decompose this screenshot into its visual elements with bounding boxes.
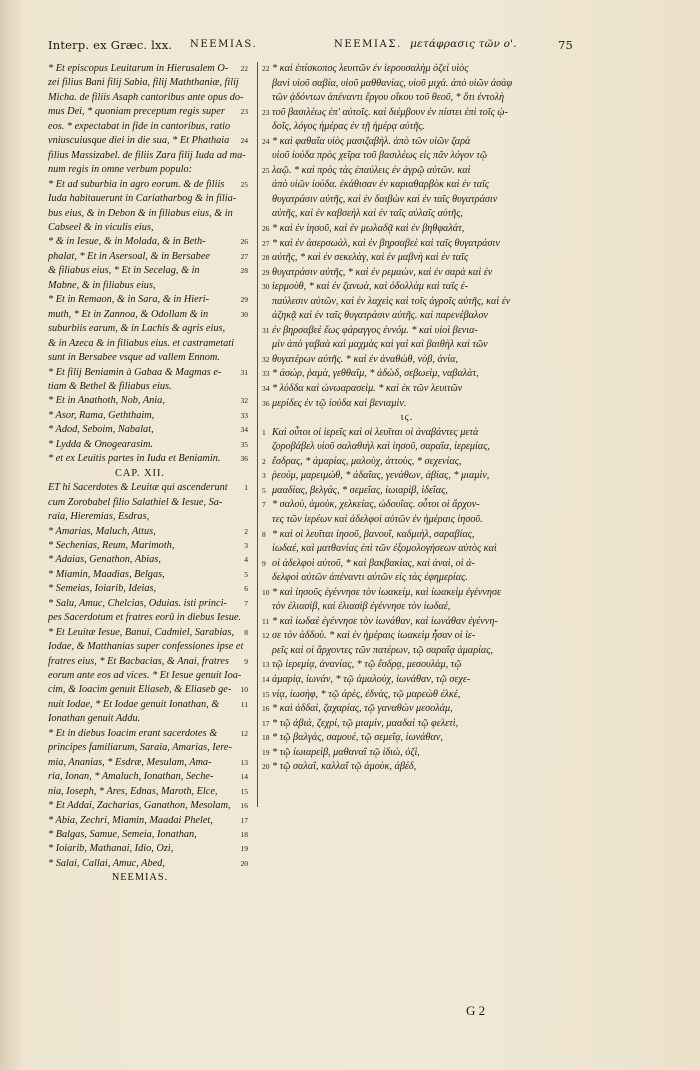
text-line [48, 785, 248, 799]
verse-number: 26 [240, 237, 248, 247]
text-line [48, 525, 248, 539]
verse-number: 11 [240, 699, 248, 709]
line-text: * et ex Leuitis partes in Iuda et Beniamin. [48, 453, 221, 465]
text-line [48, 149, 248, 163]
verse-number: 7 [244, 598, 248, 608]
line-text: * σαλοὺ, ἀμοὺκ, χελκείας, ὠδουΐας. οὗτοι οἱ ἄρχον- [272, 499, 480, 511]
line-text: * λύδδα καὶ ὠνωαρασεὶμ. * καὶ ἐκ τῶν λευιτῶν [272, 383, 463, 395]
line-text: * καὶ φαθαΐα υἱὸς μασιζαβὴλ. ἀπὸ τῶν υἱῶν ζαρὰ [272, 135, 471, 147]
text-line [48, 611, 248, 625]
line-text: filius Massizabel. de filiis Zara filij Iuda ad ma- [48, 149, 246, 161]
column-divider [257, 62, 258, 807]
text-line [48, 626, 248, 640]
verse-number: 33 [262, 369, 270, 379]
line-text: CAP. XII. [115, 467, 165, 479]
verse-number: 27 [240, 251, 248, 261]
verse-number: 22 [262, 64, 270, 73]
text-line [48, 683, 248, 697]
line-text: τῷ ἱερεμίᾳ, ἀνανίας, * τῷ ἔσδρᾳ, μεσουλὰμ, τῷ [272, 659, 462, 671]
text-line [48, 727, 248, 741]
line-text: * Asor, Rama, Geththaim, [48, 409, 155, 421]
line-text: * Balgas, Samue, Semeia, Ionathan, [48, 829, 197, 841]
line-text: zei filius Bani filij Sabia, filij Maththaniæ, filij [48, 77, 239, 89]
line-text: mia, Ananias, * Esdræ, Mesulam, Ama- [48, 756, 212, 768]
text-line [48, 452, 248, 466]
line-text: cum Zorobabel filio Salathiel & Iesue, Sa- [48, 496, 223, 508]
line-text: τῶν ᾀδόντων ἀπέναντι ἔργου οἴκου τοῦ θεοῦ, * ὅτι ἐντολὴ [272, 92, 505, 104]
line-text: * Abia, Zechri, Miamin, Maadai Phelet, [48, 814, 213, 826]
line-text: * Et Addai, Zacharias, Ganathon, Mesolam, [48, 800, 231, 812]
line-text: ἐν βηρσαβεὲ ἕως φάραγγος ἐννόμ. * καὶ υἱοὶ βενια- [272, 324, 478, 336]
line-text: * Adod, Seboim, Nabalat, [48, 424, 154, 436]
verse-number: 1 [262, 427, 266, 437]
text-line [262, 149, 542, 164]
text-line [262, 207, 542, 222]
text-line [262, 397, 542, 412]
text-line [48, 597, 248, 611]
verse-number: 30 [240, 309, 248, 319]
line-text: tiam & Bethel & filiabus eius. [48, 380, 172, 392]
line-text: & filiabus eius, * Et in Secelag, & in [48, 265, 200, 277]
line-text: * Salu, Amuc, Chelcias, Oduias. isti princi- [48, 597, 227, 609]
text-line [262, 178, 542, 193]
line-text: * Et episcopus Leuitarum in Hierusalem O- [48, 63, 229, 74]
verse-number: 14 [262, 674, 270, 684]
line-text: NEEMIAS. [111, 872, 169, 884]
text-line [262, 266, 542, 281]
text-line [262, 484, 542, 499]
line-text: * καὶ ἀδδαὶ, ζαχαρίας, τῷ γαναθὼν μεσολάμ, [272, 703, 453, 715]
line-text: μερίδες ἐν τῷ ἰούδα καὶ βενιαμὶν. [272, 397, 407, 409]
text-line [262, 426, 542, 441]
verse-number: 3 [244, 540, 248, 550]
text-line [48, 192, 248, 206]
text-line [48, 62, 248, 76]
text-line [262, 717, 542, 732]
line-text: eorum ante eos ad vices. * Et Iesue genuit Ioa- [48, 670, 242, 682]
text-line [262, 644, 542, 659]
line-text: * τῷ σαλαΐ, καλλαΐ τῷ ἀμοὺκ, ἀβέδ, [272, 761, 417, 773]
text-line [262, 629, 542, 644]
book-title-greek: ΝΕΕΜΙΑΣ. [334, 39, 402, 50]
book-title-latin: NEEMIAS. [190, 39, 258, 50]
line-text: αὐτῆς, * καὶ ἐν σεκελὰγ, καὶ ἐν μαβνὴ καὶ ἐν ταῖς [272, 252, 469, 264]
verse-number: 31 [262, 325, 270, 335]
text-line [262, 382, 542, 397]
text-line [48, 842, 248, 856]
text-line [262, 469, 542, 484]
text-line [48, 134, 248, 148]
signature-mark: G 2 [466, 1003, 486, 1018]
text-line [262, 120, 542, 135]
text-line [48, 394, 248, 408]
verse-number: 18 [240, 830, 248, 840]
text-line [48, 698, 248, 712]
line-text: sunt in Bersabee vsque ad vallem Ennom. [48, 352, 220, 364]
text-line [262, 731, 542, 746]
text-line [262, 760, 542, 775]
line-text: nuit Iodae, * Et Iodae genuit Ionathan, & [48, 698, 220, 710]
verse-number: 2 [244, 526, 248, 536]
text-line [262, 135, 542, 150]
text-line [48, 481, 248, 495]
text-line [48, 669, 248, 683]
verse-number: 9 [262, 558, 266, 568]
line-text: * Adaias, Genathon, Abias, [48, 554, 161, 566]
text-line [48, 163, 248, 177]
verse-number: 8 [244, 627, 248, 637]
line-text: ἔσδρας, * ἀμαρίας, μαλοὺχ, ἀττοὺς, * σεχενίας, [272, 455, 462, 467]
verse-number: 32 [262, 354, 270, 364]
text-line [48, 568, 248, 582]
text-line [262, 528, 542, 543]
verse-number: 35 [240, 439, 248, 449]
verse-number: 6 [244, 584, 248, 594]
verse-number: 13 [262, 660, 270, 670]
line-text: * καὶ ἐν ἀσερσωὰλ, καὶ ἐν βηρσαβεὲ καὶ ταῖς θυγατράσιν [272, 237, 500, 249]
greek-text-column [262, 62, 542, 775]
verse-number: 25 [240, 179, 248, 189]
line-text: bus eius, & in Debon & in filiabus eius, & in [48, 207, 233, 219]
text-line [262, 557, 542, 572]
line-text: ἀπὸ υἱῶν ἰούδα. ἐκάθισαν ἐν καριαθαρβὸκ καὶ ἐν ταῖς [272, 179, 490, 191]
verse-number: 9 [244, 656, 248, 666]
text-line [48, 467, 248, 481]
text-line [48, 351, 248, 365]
text-line [262, 411, 542, 426]
verse-number: 5 [262, 485, 266, 495]
verse-number: 22 [240, 64, 248, 73]
verse-number: 17 [240, 815, 248, 825]
line-text: * τῷ ἰωιαρεὶβ, μαθαναΐ τῷ ἰδιὼ, ὀζὶ, [272, 746, 420, 758]
text-line [262, 542, 542, 557]
text-line [48, 293, 248, 307]
line-text: σε τὸν ἀδδοὺ. * καὶ ἐν ἡμέραις ἰωακεὶμ ἦσαν οἱ ἱε- [272, 630, 476, 642]
line-text: * Et ad suburbia in agro eorum. & de filiis [48, 178, 225, 190]
text-line [262, 600, 542, 615]
line-text: * Lydda & Onogearasim. [48, 438, 153, 450]
text-line [48, 582, 248, 596]
verse-number: 8 [262, 529, 266, 539]
text-line [262, 338, 542, 353]
verse-number: 19 [262, 747, 270, 757]
verse-number: 12 [240, 728, 248, 738]
verse-number: 15 [262, 689, 270, 699]
text-line [48, 207, 248, 221]
line-text: * Ioiarib, Mathanai, Idio, Ozi, [48, 843, 174, 855]
line-text: fratres eius, * Et Bacbacias, & Anai, fratres [48, 655, 229, 667]
text-line [262, 455, 542, 470]
text-line [48, 539, 248, 553]
text-line [48, 76, 248, 90]
line-text: * Et Leuitæ Iesue, Banui, Cadmiel, Sarabias, [48, 626, 234, 638]
text-line [48, 640, 248, 654]
text-line [48, 741, 248, 755]
text-line [48, 756, 248, 770]
text-line [262, 571, 542, 586]
line-text: θυγατράσιν αὐτῆς, * καὶ ἐν ρεμαὼν, καὶ ἐν σαρὰ καὶ ἐν [272, 266, 493, 278]
text-line [48, 799, 248, 813]
line-text: * καὶ ἰωδαὲ ἐγέννησε τὸν ἰωνάθαν, καὶ ἰωνάθαν ἐγέννη- [272, 615, 498, 627]
line-text: αὐτῆς, καὶ ἐν καβσεὴλ καὶ ἐν ταῖς αὐλαῖς αὐτῆς, [272, 208, 463, 220]
verse-number: 28 [262, 253, 270, 263]
line-text: * τῷ βαλγάς, σαμουέ, τῷ σεμεΐᾳ, ἰωνάθαν, [272, 732, 443, 744]
text-line [48, 814, 248, 828]
text-line [262, 164, 542, 179]
verse-number: 29 [262, 267, 270, 277]
text-line [48, 178, 248, 192]
verse-number: 31 [240, 367, 248, 377]
line-text: ιϛ. [400, 412, 414, 424]
text-line [262, 440, 542, 455]
line-text: * Salai, Callai, Amuc, Abed, [48, 857, 165, 869]
line-text: * τῷ ἀβιά, ζεχρί, τῷ μιαμίν, μααδαὶ τῷ φελετὶ, [272, 717, 459, 729]
line-text: * & in Iesue, & in Molada, & in Beth- [48, 236, 206, 248]
line-text: * Amarias, Maluch, Attus, [48, 525, 156, 537]
line-text: ἀμαρίᾳ, ἰωνάν, * τῷ ἀμαλοὺχ, ἰωνάθαν, τῷ σεχε- [272, 673, 471, 685]
text-line [262, 106, 542, 121]
line-text: Cabseel & in viculis eius, [48, 221, 154, 233]
line-text: ρεῖς καὶ οἱ ἄρχοντες τῶν πατέρων, τῷ σαραΐᾳ ἀμαρίας, [272, 644, 493, 656]
verse-number: 36 [262, 398, 270, 408]
line-text: Micha. de filiis Asaph cantoribus ante opus do- [48, 91, 244, 103]
text-line [48, 250, 248, 264]
text-line [48, 235, 248, 249]
verse-number: 36 [240, 454, 248, 464]
verse-number: 18 [262, 733, 270, 743]
verse-number: 3 [262, 471, 266, 481]
verse-number: 33 [240, 410, 248, 420]
line-text: νίᾳ, ἰωσὴφ, * τῷ ἀρὲς, ἐδνὰς, τῷ μαρεὼθ ἐλκέ, [272, 688, 461, 700]
verse-number: 2 [262, 456, 266, 466]
text-line [262, 615, 542, 630]
verse-number: 10 [262, 587, 270, 597]
verse-number: 4 [244, 555, 248, 565]
line-text: raia, Hieremias, Esdras, [48, 511, 150, 523]
line-text: * Miamin, Maadias, Belgas, [48, 568, 165, 580]
text-line [262, 280, 542, 295]
line-text: ET hi Sacerdotes & Leuitæ qui ascenderunt [48, 482, 228, 494]
verse-number: 20 [240, 858, 248, 868]
text-line [48, 91, 248, 105]
text-line [48, 712, 248, 726]
verse-number: 24 [240, 136, 248, 146]
verse-number: 34 [262, 384, 270, 394]
line-text: nia, Ioseph, * Ares, Ednas, Maroth, Elce, [48, 785, 218, 797]
line-text: Mabne, & in filiabus eius, [48, 279, 156, 291]
line-text: muth, * Et in Zannoa, & Odollam & in [48, 308, 209, 320]
text-line [262, 513, 542, 528]
verse-number: 26 [262, 224, 270, 234]
line-text: ἀζηκᾷ καὶ ἐν ταῖς θυγατράσιν αὐτῆς. καὶ παρενέβαλον [272, 310, 488, 322]
line-text: * ἀσώρ, ῥαμὰ, γεθθαΐμ, * ἀδὼδ, σεβωεὶμ, ναβαλὰτ, [272, 368, 479, 380]
text-line [48, 308, 248, 322]
line-text: μὶν ἀπὸ γαβαὰ καὶ μαχμὰς καὶ γαὶ καὶ βαιθὴλ καὶ τῶν [272, 339, 488, 351]
line-text: * Semeias, Ioiarib, Ideias, [48, 583, 157, 595]
line-text: cim, & Ioacim genuit Eliaseb, & Eliaseb ge- [48, 684, 232, 696]
line-text: παύλεσιν αὐτῶν, καὶ ἐν λαχεὶς καὶ τοῖς ἀγροῖς αὐτῆς, καὶ ἐν [272, 295, 511, 307]
line-text: num regis in omne verbum populo: [48, 164, 193, 176]
verse-number: 12 [262, 631, 270, 641]
text-line [48, 337, 248, 351]
text-line [48, 655, 248, 669]
text-line [262, 367, 542, 382]
line-text: Καὶ οὗτοι οἱ ἱερεῖς καὶ οἱ λευῖται οἱ ἀναβάντες μετὰ [272, 426, 479, 438]
text-line [48, 264, 248, 278]
text-line [262, 746, 542, 761]
text-line [48, 857, 248, 871]
line-text: οἱ ἀδελφοὶ αὐτοῦ, * καὶ βακβακίας, καὶ ἀναὶ, οἱ ἀ- [272, 557, 475, 569]
line-text: Iodae, & Matthanias super confessiones ipse et [48, 641, 244, 653]
text-line [262, 62, 542, 77]
verse-number: 1 [244, 483, 248, 493]
text-line [48, 510, 248, 524]
text-line [262, 702, 542, 717]
page-number: 75 [558, 38, 574, 52]
text-line [262, 77, 542, 92]
text-line [48, 120, 248, 134]
line-text: Iuda habitauerunt in Cariatharbog & in filia- [48, 193, 237, 205]
line-text: pes Sacerdotum et fratres eorū in diebus Iesue. [48, 612, 242, 624]
verse-number: 25 [262, 165, 270, 175]
running-title-latin: Interp. ex Græc. lxx. [48, 38, 173, 52]
line-text: * Et filij Beniamin à Gabaa & Magmas e- [48, 366, 222, 378]
running-header [48, 38, 608, 54]
line-text: υἱοῦ ἰούδα πρὸς χεῖρα τοῦ βασιλέως εἰς πᾶν λόγον τῷ [272, 150, 488, 162]
line-text: λαῷ. * καὶ πρὸς τὰς ἐπαύλεις ἐν ἀγρῷ αὐτῶν. καὶ [272, 164, 471, 176]
line-text: vniuscuiusque diei in die sua, * Et Phathaia [48, 135, 230, 147]
line-text: τες τῶν ἱερέων καὶ ἀδελφοὶ αὐτῶν ἐν ἡμέραις ἰησοῦ. [272, 513, 483, 525]
line-text: ῥεούμ, μαρειμώθ, * ἀδαΐας, γενάθων, ἀβίας, * μιαμὶν, [272, 470, 490, 482]
line-text: θυγατέρων αὐτῆς. * καὶ ἐν ἀναθὼθ, νὸβ, ἀνία, [272, 353, 459, 365]
text-line [262, 222, 542, 237]
text-line [48, 553, 248, 567]
line-text: τὸν ἐλιασὶβ, καὶ ἐλιασὶβ ἐγέννησε τὸν ἰωδαέ, [272, 601, 451, 613]
verse-number: 15 [240, 786, 248, 796]
line-text: ἰωδαέ, καὶ ματθανίας ἐπὶ τῶν ἐξομολογήσεων αὐτὸς καὶ [272, 543, 497, 555]
text-line [48, 380, 248, 394]
text-line [262, 688, 542, 703]
line-text: mus Dei, * quoniam preceptum regis super [48, 106, 225, 118]
text-line [262, 658, 542, 673]
line-text: * Et in diebus Ioacim erant sacerdotes & [48, 727, 218, 739]
text-line [48, 828, 248, 842]
text-line [262, 586, 542, 601]
verse-number: 24 [262, 136, 270, 146]
text-line [48, 221, 248, 235]
verse-number: 14 [240, 772, 248, 782]
line-text: suburbiis earum, & in Lachis & agris eius, [48, 323, 226, 335]
verse-number: 16 [262, 704, 270, 714]
text-line [262, 498, 542, 513]
line-text: μααδίας, βελγάς, * σεμεΐας, ἰωιαρὶβ, ἰδεΐας, [272, 484, 448, 496]
line-text: phalat, * Et in Asersoal, & in Bersabee [48, 250, 210, 262]
running-subtitle-greek: μετάφρασις τῶν ο'. [410, 38, 517, 50]
line-text: principes familiarum, Saraia, Amarias, Iere- [48, 742, 232, 754]
verse-number: 10 [240, 685, 248, 695]
text-line [48, 279, 248, 293]
verse-number: 7 [262, 500, 266, 510]
text-line [48, 438, 248, 452]
line-text: * Et in Anathoth, Nob, Ania, [48, 395, 165, 407]
text-line [48, 105, 248, 119]
verse-number: 32 [240, 396, 248, 406]
line-text: eos. * expectabat in fide in cantoribus, ratio [48, 120, 231, 132]
verse-number: 30 [262, 282, 270, 292]
latin-text-column [48, 62, 248, 886]
text-line [262, 309, 542, 324]
text-line [48, 423, 248, 437]
verse-number: 29 [240, 295, 248, 305]
line-text: ria, Ionan, * Amaluch, Ionathan, Seche- [48, 771, 214, 783]
text-line [48, 871, 248, 885]
verse-number: 27 [262, 238, 270, 248]
line-text: * καὶ οἱ λευῖται ἰησοῦ, βανουΐ, καδμιὴλ, σαραβίας, [272, 528, 475, 540]
line-text: ζοροβάβελ υἱοῦ σαλαθιὴλ καὶ ἰησοῦ, σαραΐα, ἱερεμίας, [272, 441, 490, 453]
text-line [262, 324, 542, 339]
verse-number: 16 [240, 801, 248, 811]
verse-number: 23 [262, 107, 270, 117]
text-line [262, 251, 542, 266]
line-text: δοῖς, λόγος ἡμέρας ἐν τῇ ἡμέρᾳ αὐτῆς. [272, 121, 425, 133]
verse-number: 20 [262, 762, 270, 772]
text-line [48, 409, 248, 423]
text-line [48, 366, 248, 380]
line-text: * Et in Remaon, & in Sara, & in Hieri- [48, 294, 210, 306]
text-line [48, 770, 248, 784]
line-text: θυγατράσιν αὐτῆς, καὶ ἐν δαιβὼν καὶ ἐν ταῖς θυγατράσιν [272, 193, 498, 205]
text-line [48, 322, 248, 336]
verse-number: 11 [262, 616, 270, 626]
text-line [262, 91, 542, 106]
line-text: & in Azeca & in filiabus eius. et castrametati [48, 337, 234, 349]
text-line [262, 237, 542, 252]
line-text: δελφοὶ αὐτῶν ἀπέναντι αὐτῶν εἰς τὰς ἐφημερίας. [272, 572, 468, 584]
line-text: * καὶ ἐν ἰησοῦ, καὶ ἐν μωλαδᾷ καὶ ἐν βηθφαλάτ, [272, 223, 465, 235]
verse-number: 28 [240, 266, 248, 276]
verse-number: 23 [240, 107, 248, 117]
line-text: ἱερμοὺθ, * καὶ ἐν ζανωὰ, καὶ ὀδολλὰμ καὶ ταῖς ἐ- [272, 281, 468, 293]
verse-number: 19 [240, 844, 248, 854]
line-text: * καὶ ἰησοῦς ἐγέννησε τὸν ἰωακείμ, καὶ ἰωακεὶμ ἐγέννησε [272, 586, 502, 598]
verse-number: 17 [262, 718, 270, 728]
text-line [262, 193, 542, 208]
line-text: * Sechenias, Reum, Marimoth, [48, 539, 175, 551]
text-line [262, 353, 542, 368]
verse-number: 5 [244, 569, 248, 579]
verse-number: 34 [240, 425, 248, 435]
line-text: τοῦ βασιλέως ἐπ' αὐτοῖς. καὶ διέμβουν ἐν πίστει ἐπὶ τοῖς ᾠ- [272, 106, 508, 118]
verse-number: 13 [240, 757, 248, 767]
text-line [48, 496, 248, 510]
text-line [262, 673, 542, 688]
text-line [262, 295, 542, 310]
line-text: Ionathan genuit Addu. [48, 713, 141, 725]
line-text: βανὶ υἱοῦ σαβία, υἱοῦ μαθθανίας, υἱοῦ μιχά. ἀπὸ υἱῶν ἀσὰφ [272, 77, 513, 89]
line-text: * καὶ ἐπίσκοπος λευιτῶν ἐν ἱερουσαλὴμ ὀζεὶ υἱὸς [272, 63, 469, 74]
